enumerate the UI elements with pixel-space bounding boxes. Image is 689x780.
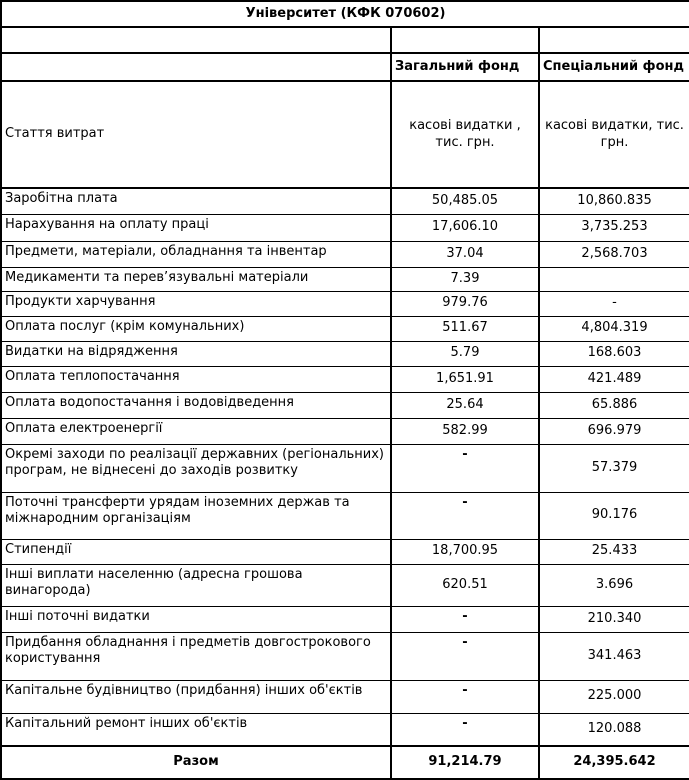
total-label: Разом <box>1 746 391 779</box>
general-fund-value: 18,700.95 <box>391 539 539 564</box>
special-fund-value: 696.979 <box>539 418 689 444</box>
general-fund-value: 511.67 <box>391 316 539 341</box>
special-fund-value: 3,735.253 <box>539 214 689 241</box>
row-label: Медикаменти та перев’язувальні матеріали <box>1 267 391 291</box>
special-measure-header: касові видатки, тис. грн. <box>539 81 689 188</box>
special-fund-value: 168.603 <box>539 341 689 366</box>
table-row <box>1 341 689 366</box>
row-label: Інші поточні видатки <box>1 606 391 632</box>
special-fund-value: 2,568.703 <box>539 241 689 267</box>
table-row <box>1 291 689 316</box>
row-label: Нарахування на оплату праці <box>1 214 391 241</box>
row-label: Придбання обладнання і предметів довгострокового користування <box>1 632 391 680</box>
table-row <box>1 713 689 746</box>
general-fund-value: - <box>391 632 539 680</box>
general-fund-value: 37.04 <box>391 241 539 267</box>
page-title: Університет (КФК 070602) <box>1 1 689 27</box>
special-fund-value: 65.886 <box>539 392 689 418</box>
row-label: Оплата послуг (крім комунальних) <box>1 316 391 341</box>
general-fund-value: 25.64 <box>391 392 539 418</box>
special-fund-value: 120.088 <box>539 713 689 746</box>
table-row <box>1 316 689 341</box>
row-label: Оплата електроенергії <box>1 418 391 444</box>
general-fund-value: - <box>391 492 539 539</box>
table-row <box>1 418 689 444</box>
special-fund-value: 341.463 <box>539 632 689 680</box>
general-fund-value: 979.76 <box>391 291 539 316</box>
general-fund-value: 5.79 <box>391 341 539 366</box>
special-fund-value: 421.489 <box>539 366 689 392</box>
general-fund-value: 50,485.05 <box>391 188 539 214</box>
row-label: Стипендії <box>1 539 391 564</box>
row-label: Предмети, матеріали, обладнання та інвентар <box>1 241 391 267</box>
table-row <box>1 241 689 267</box>
table-row <box>1 632 689 680</box>
row-label: Оплата водопостачання і водовідведення <box>1 392 391 418</box>
measure-header-row <box>1 81 689 188</box>
fund-header-empty-cell <box>1 53 391 81</box>
special-fund-value: 57.379 <box>539 444 689 492</box>
special-fund-value: 25.433 <box>539 539 689 564</box>
special-fund-value: 90.176 <box>539 492 689 539</box>
table-row <box>1 267 689 291</box>
row-label: Капітальне будівництво (придбання) інших об'єктів <box>1 680 391 713</box>
total-row <box>1 746 689 779</box>
row-label: Капітальний ремонт інших об'єктів <box>1 713 391 746</box>
table-row <box>1 539 689 564</box>
general-fund-value: 17,606.10 <box>391 214 539 241</box>
special-fund-value: 210.340 <box>539 606 689 632</box>
table-row <box>1 680 689 713</box>
table-row <box>1 564 689 606</box>
general-fund-value: - <box>391 680 539 713</box>
special-fund-value <box>539 267 689 291</box>
article-header: Стаття витрат <box>1 81 391 188</box>
total-general-fund-value: 91,214.79 <box>391 746 539 779</box>
spacer-cell <box>1 27 391 53</box>
special-fund-header: Спеціальний фонд <box>539 53 689 81</box>
title-row <box>1 1 689 27</box>
table-row <box>1 366 689 392</box>
table-row <box>1 444 689 492</box>
table-row <box>1 392 689 418</box>
row-label: Продукти харчування <box>1 291 391 316</box>
spacer-row <box>1 27 689 53</box>
special-fund-value: 225.000 <box>539 680 689 713</box>
special-fund-value: 4,804.319 <box>539 316 689 341</box>
table-row <box>1 492 689 539</box>
table-row <box>1 606 689 632</box>
row-label: Оплата теплопостачання <box>1 366 391 392</box>
general-fund-value: - <box>391 444 539 492</box>
table-row <box>1 188 689 214</box>
general-fund-value: 582.99 <box>391 418 539 444</box>
special-fund-value: 3.696 <box>539 564 689 606</box>
row-label: Заробітна плата <box>1 188 391 214</box>
row-label: Видатки на відрядження <box>1 341 391 366</box>
row-label: Поточні трансферти урядам іноземних держав та міжнародним організаціям <box>1 492 391 539</box>
general-measure-header: касові видатки , тис. грн. <box>391 81 539 188</box>
row-label: Окремі заходи по реалізації державних (регіональних) програм, не віднесені до заходів розвитку <box>1 444 391 492</box>
general-fund-header: Загальний фонд <box>391 53 539 81</box>
general-fund-value: 620.51 <box>391 564 539 606</box>
general-fund-value: 7.39 <box>391 267 539 291</box>
general-fund-value: - <box>391 606 539 632</box>
total-special-fund-value: 24,395.642 <box>539 746 689 779</box>
spacer-cell <box>391 27 539 53</box>
special-fund-value: 10,860.835 <box>539 188 689 214</box>
row-label: Інші виплати населенню (адресна грошова винагорода) <box>1 564 391 606</box>
fund-header-row <box>1 53 689 81</box>
special-fund-value: - <box>539 291 689 316</box>
general-fund-value: 1,651.91 <box>391 366 539 392</box>
general-fund-value: - <box>391 713 539 746</box>
table-row <box>1 214 689 241</box>
spacer-cell <box>539 27 689 53</box>
